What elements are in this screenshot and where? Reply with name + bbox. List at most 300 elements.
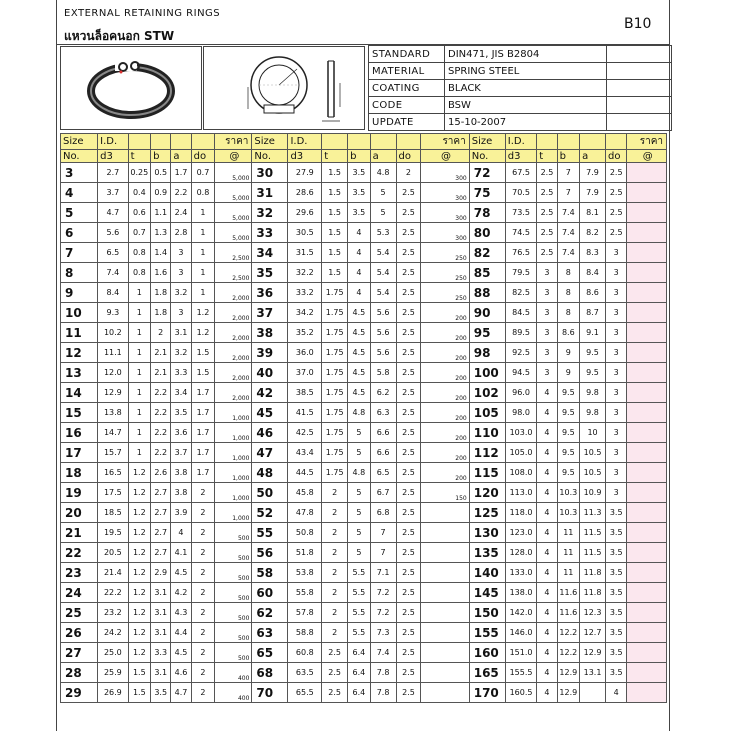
cell-d3: 155.5 (505, 663, 537, 683)
cell-b: 2.1 (151, 343, 171, 363)
cell-t: 1.75 (322, 423, 348, 443)
cell-t: 1.75 (322, 463, 348, 483)
cell-d3: 31.5 (288, 243, 322, 263)
spec-label: STANDARD (369, 46, 445, 63)
cell-do: 1 (191, 243, 215, 263)
price-cell (215, 643, 252, 663)
spec-value: SPRING STEEL (445, 63, 607, 80)
cell-do: 3 (605, 483, 626, 503)
cell-a: 3.9 (171, 503, 191, 523)
col-b-header: b (151, 150, 171, 163)
size-no: 160 (469, 643, 505, 663)
cell-do: 2 (191, 683, 215, 703)
cell-t: 2 (322, 543, 348, 563)
price-cell (215, 163, 252, 183)
cell-d3: 44.5 (288, 463, 322, 483)
size-no: 5 (61, 203, 98, 223)
cell-b: 6.4 (348, 663, 371, 683)
cell-b: 3.1 (151, 623, 171, 643)
cell-b: 1.1 (151, 203, 171, 223)
cell-t: 1.5 (128, 663, 151, 683)
price-value: 500 (237, 535, 250, 542)
cell-d3: 50.8 (288, 523, 322, 543)
cell-d3: 22.2 (98, 583, 128, 603)
cell-a: 3.8 (171, 463, 191, 483)
price-cell (421, 443, 469, 463)
spec-value: BLACK (445, 80, 607, 97)
cell-do: 2.5 (396, 643, 421, 663)
cell-do: 2.5 (396, 663, 421, 683)
cell-b: 1.3 (151, 223, 171, 243)
cell-d3: 26.9 (98, 683, 128, 703)
size-no: 4 (61, 183, 98, 203)
spec-value: DIN471, JIS B2804 (445, 46, 607, 63)
size-no: 62 (252, 603, 288, 623)
size-no: 63 (252, 623, 288, 643)
cell-d3: 92.5 (505, 343, 537, 363)
price-cell (627, 343, 667, 363)
table-row (61, 523, 667, 543)
size-no: 102 (469, 383, 505, 403)
cell-do: 1 (191, 223, 215, 243)
cell-t: 1 (128, 403, 151, 423)
size-no: 88 (469, 283, 505, 303)
price-value: 5,000 (232, 195, 250, 202)
spec-row (369, 97, 672, 114)
cell-do: 2.5 (396, 383, 421, 403)
price-cell (215, 523, 252, 543)
cell-a: 3.5 (171, 403, 191, 423)
cell-d3: 42.5 (288, 423, 322, 443)
price-value: 1,000 (232, 415, 250, 422)
cell-a: 2.4 (171, 203, 191, 223)
table-row (61, 483, 667, 503)
cell-do: 1.7 (191, 443, 215, 463)
title-english: EXTERNAL RETAINING RINGS (64, 8, 221, 19)
cell-t: 1.5 (322, 163, 348, 183)
price-value: 300 (455, 175, 467, 182)
title-thai: แหวนล็อคนอก STW (64, 29, 175, 43)
cell-d3: 38.5 (288, 383, 322, 403)
cell-b: 4 (348, 283, 371, 303)
price-value: 150 (455, 495, 467, 502)
cell-b: 6.4 (348, 643, 371, 663)
cell-b: 1.4 (151, 243, 171, 263)
price-cell (215, 503, 252, 523)
cell-t: 1.75 (322, 303, 348, 323)
cell-a: 7 (370, 523, 396, 543)
cell-t: 1.75 (322, 403, 348, 423)
price-cell (215, 463, 252, 483)
price-value: 200 (455, 315, 467, 322)
cell-do: 2.5 (396, 183, 421, 203)
size-no: 65 (252, 643, 288, 663)
cell-t: 4 (537, 443, 557, 463)
price-cell (421, 263, 469, 283)
cell-d3: 25.0 (98, 643, 128, 663)
table-row (61, 243, 667, 263)
cell-b: 4.5 (348, 343, 371, 363)
cell-a: 11.3 (580, 503, 606, 523)
price-cell (627, 643, 667, 663)
cell-b: 10.3 (557, 483, 580, 503)
price-cell (215, 323, 252, 343)
price-cell (627, 543, 667, 563)
size-no: 24 (61, 583, 98, 603)
cell-a: 7.2 (370, 603, 396, 623)
price-cell (421, 203, 469, 223)
price-value: 500 (237, 595, 250, 602)
size-no: 55 (252, 523, 288, 543)
cell-d3: 67.5 (505, 163, 537, 183)
cell-a: 4.1 (171, 543, 191, 563)
col-size-header: Size (61, 134, 98, 150)
price-cell (627, 483, 667, 503)
cell-d3: 142.0 (505, 603, 537, 623)
cell-b: 8 (557, 283, 580, 303)
size-no: 105 (469, 403, 505, 423)
price-cell (627, 683, 667, 703)
cell-t: 1.2 (128, 623, 151, 643)
cell-a: 6.2 (370, 383, 396, 403)
cell-b: 7.4 (557, 243, 580, 263)
price-value: 400 (237, 695, 250, 702)
cell-do: 2.5 (396, 543, 421, 563)
cell-b: 6.4 (348, 683, 371, 703)
cell-d3: 57.8 (288, 603, 322, 623)
cell-do: 3.5 (605, 503, 626, 523)
cell-b: 9.5 (557, 463, 580, 483)
size-no: 10 (61, 303, 98, 323)
cell-b: 11 (557, 563, 580, 583)
cell-a: 3.2 (171, 283, 191, 303)
table-row (61, 443, 667, 463)
spec-row (369, 63, 672, 80)
cell-b: 7.4 (557, 203, 580, 223)
price-cell (627, 163, 667, 183)
price-cell (421, 563, 469, 583)
cell-do: 3 (605, 363, 626, 383)
cell-a: 4.4 (171, 623, 191, 643)
cell-a: 2.8 (171, 223, 191, 243)
size-no: 11 (61, 323, 98, 343)
retaining-ring-photo-icon (61, 47, 201, 129)
cell-t: 2.5 (537, 243, 557, 263)
table-row (61, 203, 667, 223)
cell-t: 1 (128, 343, 151, 363)
cell-t: 4 (537, 663, 557, 683)
price-value: 200 (455, 335, 467, 342)
price-cell (421, 363, 469, 383)
cell-a: 4.6 (171, 663, 191, 683)
cell-do: 2 (191, 503, 215, 523)
price-cell (215, 303, 252, 323)
cell-t: 1 (128, 383, 151, 403)
cell-d3: 11.1 (98, 343, 128, 363)
size-no: 39 (252, 343, 288, 363)
cell-do: 2.5 (396, 243, 421, 263)
cell-b: 4.5 (348, 383, 371, 403)
cell-do: 2 (191, 643, 215, 663)
col-at-header: @ (215, 150, 252, 163)
spec-label: COATING (369, 80, 445, 97)
cell-t: 1.2 (128, 463, 151, 483)
price-value: 2,000 (232, 395, 250, 402)
price-cell (627, 243, 667, 263)
cell-a: 10.5 (580, 463, 606, 483)
cell-b: 2.9 (151, 563, 171, 583)
cell-do: 3 (605, 403, 626, 423)
table-row (61, 323, 667, 343)
size-no: 130 (469, 523, 505, 543)
spec-row (369, 46, 672, 63)
cell-a: 7.9 (580, 163, 606, 183)
cell-b: 12.9 (557, 663, 580, 683)
cell-t: 2 (322, 603, 348, 623)
price-value: 500 (237, 655, 250, 662)
cell-a: 7.9 (580, 183, 606, 203)
cell-b: 2.7 (151, 523, 171, 543)
cell-a: 3.4 (171, 383, 191, 403)
spec-row (369, 80, 672, 97)
price-value: 5,000 (232, 215, 250, 222)
price-cell (627, 203, 667, 223)
cell-t: 3 (537, 303, 557, 323)
cell-b: 3.5 (348, 163, 371, 183)
cell-a: 6.3 (370, 403, 396, 423)
cell-d3: 65.5 (288, 683, 322, 703)
price-value: 500 (237, 575, 250, 582)
size-no: 3 (61, 163, 98, 183)
cell-a: 12.9 (580, 643, 606, 663)
size-no: 30 (252, 163, 288, 183)
table-row (61, 683, 667, 703)
cell-do: 2.5 (396, 403, 421, 423)
size-no: 23 (61, 563, 98, 583)
price-value: 400 (237, 675, 250, 682)
cell-do: 3.5 (605, 583, 626, 603)
cell-b: 12.9 (557, 683, 580, 703)
cell-do: 2.5 (605, 223, 626, 243)
spec-value: BSW (445, 97, 607, 114)
price-cell (421, 643, 469, 663)
cell-d3: 55.8 (288, 583, 322, 603)
price-cell (627, 463, 667, 483)
cell-t: 4 (537, 563, 557, 583)
cell-d3: 123.0 (505, 523, 537, 543)
cell-do: 3.5 (605, 623, 626, 643)
cell-t: 0.6 (128, 203, 151, 223)
cell-b: 5 (348, 523, 371, 543)
cell-a: 7.2 (370, 583, 396, 603)
cell-t: 1 (128, 443, 151, 463)
cell-t: 4 (537, 463, 557, 483)
cell-d3: 9.3 (98, 303, 128, 323)
cell-do: 2 (396, 163, 421, 183)
cell-d3: 36.0 (288, 343, 322, 363)
cell-t: 1.5 (128, 683, 151, 703)
col-no-header: No. (469, 150, 505, 163)
cell-d3: 24.2 (98, 623, 128, 643)
cell-d3: 63.5 (288, 663, 322, 683)
size-no: 36 (252, 283, 288, 303)
size-no: 12 (61, 343, 98, 363)
price-value: 200 (455, 355, 467, 362)
cell-b: 3.3 (151, 643, 171, 663)
cell-do: 2.5 (396, 223, 421, 243)
cell-d3: 79.5 (505, 263, 537, 283)
cell-t: 1 (128, 303, 151, 323)
cell-a: 7.8 (370, 683, 396, 703)
cell-do: 2.5 (396, 603, 421, 623)
size-no: 85 (469, 263, 505, 283)
cell-a: 3 (171, 303, 191, 323)
size-no: 80 (469, 223, 505, 243)
cell-a: 3.3 (171, 363, 191, 383)
table-row (61, 663, 667, 683)
spec-label: MATERIAL (369, 63, 445, 80)
price-value: 2,000 (232, 315, 250, 322)
price-value: 2,000 (232, 335, 250, 342)
price-value: 200 (455, 475, 467, 482)
price-cell (627, 363, 667, 383)
cell-t: 2 (322, 623, 348, 643)
price-cell (215, 343, 252, 363)
price-cell (421, 323, 469, 343)
cell-t: 1 (128, 323, 151, 343)
cell-t: 1.75 (322, 323, 348, 343)
size-no: 100 (469, 363, 505, 383)
cell-a: 9.8 (580, 403, 606, 423)
cell-a: 5.4 (370, 263, 396, 283)
size-no: 58 (252, 563, 288, 583)
cell-b: 3.1 (151, 663, 171, 683)
cell-b: 11 (557, 543, 580, 563)
cell-t: 2 (322, 483, 348, 503)
cell-do: 3 (605, 323, 626, 343)
cell-b: 5.5 (348, 563, 371, 583)
cell-do: 2.5 (396, 503, 421, 523)
cell-b: 1.8 (151, 303, 171, 323)
cell-b: 3.1 (151, 603, 171, 623)
cell-a: 5.6 (370, 303, 396, 323)
price-value: 1,000 (232, 495, 250, 502)
size-no: 165 (469, 663, 505, 683)
size-no: 78 (469, 203, 505, 223)
size-no: 22 (61, 543, 98, 563)
cell-a: 3.8 (171, 483, 191, 503)
cell-b: 11 (557, 523, 580, 543)
cell-d3: 7.4 (98, 263, 128, 283)
price-value: 2,000 (232, 295, 250, 302)
cell-d3: 35.2 (288, 323, 322, 343)
cell-b: 2.1 (151, 363, 171, 383)
cell-t: 4 (537, 603, 557, 623)
cell-b: 2.2 (151, 403, 171, 423)
cell-d3: 18.5 (98, 503, 128, 523)
price-value: 200 (455, 455, 467, 462)
table-row (61, 163, 667, 183)
cell-b: 9.5 (557, 423, 580, 443)
col-a-header: a (370, 150, 396, 163)
size-no: 29 (61, 683, 98, 703)
cell-do: 1 (191, 203, 215, 223)
col-price-header: ราคา (215, 134, 252, 150)
price-value: 2,500 (232, 255, 250, 262)
cell-do: 3 (605, 303, 626, 323)
cell-a: 6.8 (370, 503, 396, 523)
cell-do: 1.5 (191, 363, 215, 383)
cell-b: 12.2 (557, 643, 580, 663)
cell-a: 4 (171, 523, 191, 543)
cell-b: 8.6 (557, 323, 580, 343)
cell-a: 10.5 (580, 443, 606, 463)
cell-a: 6.5 (370, 463, 396, 483)
cell-a: 5.8 (370, 363, 396, 383)
cell-d3: 34.2 (288, 303, 322, 323)
cell-t: 1.5 (322, 243, 348, 263)
size-no: 115 (469, 463, 505, 483)
price-cell (421, 683, 469, 703)
cell-do: 2.5 (396, 523, 421, 543)
cell-d3: 96.0 (505, 383, 537, 403)
cell-b: 4.5 (348, 303, 371, 323)
cell-d3: 37.0 (288, 363, 322, 383)
cell-t: 3 (537, 323, 557, 343)
cell-a: 5.6 (370, 343, 396, 363)
price-cell (627, 183, 667, 203)
cell-d3: 73.5 (505, 203, 537, 223)
cell-b: 0.5 (151, 163, 171, 183)
cell-a (580, 683, 606, 703)
table-row (61, 623, 667, 643)
cell-t: 2.5 (537, 183, 557, 203)
size-no: 21 (61, 523, 98, 543)
cell-b: 5 (348, 483, 371, 503)
cell-a: 3.7 (171, 443, 191, 463)
size-no: 31 (252, 183, 288, 203)
size-no: 15 (61, 403, 98, 423)
cell-t: 0.7 (128, 223, 151, 243)
col-size-header: Size (469, 134, 505, 150)
spec-row (369, 114, 672, 131)
cell-t: 0.4 (128, 183, 151, 203)
cell-do: 2.5 (396, 363, 421, 383)
cell-d3: 70.5 (505, 183, 537, 203)
cell-b: 2.2 (151, 423, 171, 443)
size-no: 6 (61, 223, 98, 243)
price-cell (627, 263, 667, 283)
price-cell (421, 283, 469, 303)
cell-d3: 53.8 (288, 563, 322, 583)
cell-do: 2 (191, 623, 215, 643)
price-value: 2,000 (232, 355, 250, 362)
cell-a: 5 (370, 183, 396, 203)
cell-do: 2.5 (396, 343, 421, 363)
price-cell (421, 343, 469, 363)
cell-d3: 58.8 (288, 623, 322, 643)
cell-b: 8 (557, 263, 580, 283)
cell-t: 2.5 (537, 223, 557, 243)
cell-t: 1 (128, 423, 151, 443)
price-cell (627, 303, 667, 323)
price-cell (421, 523, 469, 543)
price-cell (627, 623, 667, 643)
price-cell (627, 223, 667, 243)
cell-b: 1.6 (151, 263, 171, 283)
cell-do: 2.5 (396, 623, 421, 643)
cell-a: 4.5 (171, 563, 191, 583)
